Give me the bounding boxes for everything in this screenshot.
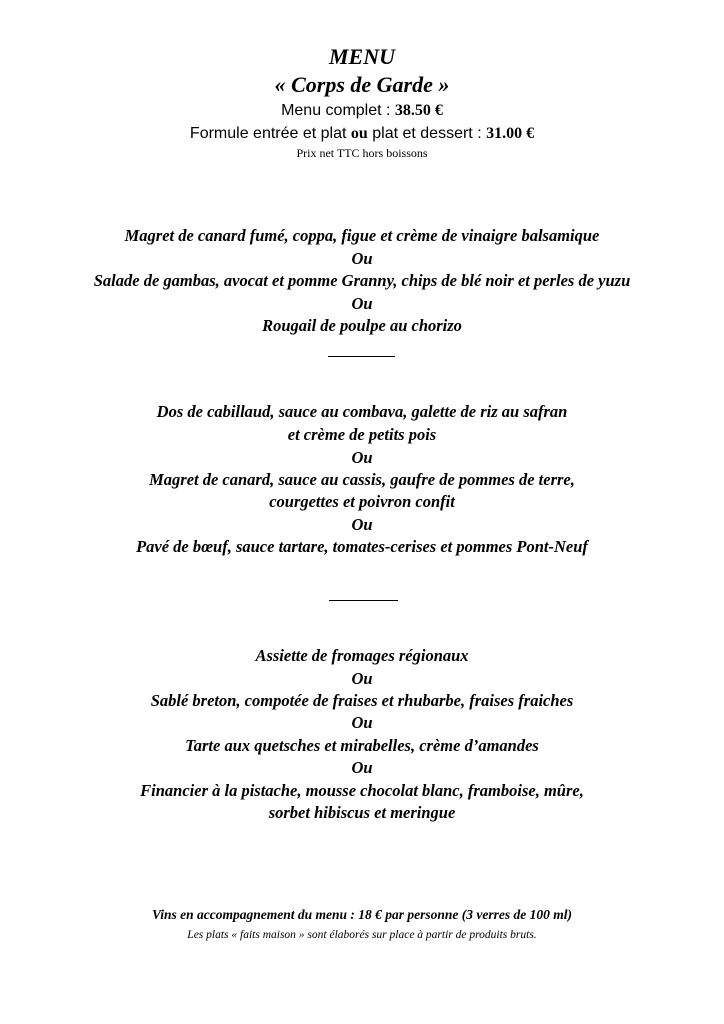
full-menu-price: 38.50 € — [394, 102, 443, 119]
formula-or: ou — [350, 125, 368, 142]
dessert-or: Ou — [351, 713, 373, 732]
dessert-item: Assiette de fromages régionaux — [255, 646, 469, 665]
main-item: Magret de canard, sauce au cassis, gaufre de pommes de terre, — [149, 470, 575, 489]
main-item: et crème de petits pois — [287, 425, 437, 444]
main-item: Dos de cabillaud, sauce au combava, galette de riz au safran — [156, 402, 568, 421]
menu-label: MENU — [328, 44, 395, 69]
dessert-item: Financier à la pistache, mousse chocolat blanc, framboise, mûre, — [140, 781, 584, 800]
main-item: Pavé de bœuf, sauce tartare, tomates-cerises et pommes Pont-Neuf — [136, 537, 588, 556]
main-item: courgettes et poivron confit — [269, 492, 455, 511]
main-or: Ou — [351, 515, 373, 534]
wine-pairing-note: Vins en accompagnement du menu : 18 € par personne (3 verres de 100 ml) — [151, 907, 572, 922]
formula-price-line — [0, 125, 724, 143]
starter-item: Rougail de poulpe au chorizo — [262, 316, 462, 335]
dessert-or: Ou — [351, 758, 373, 777]
menu-name: « Corps de Garde » — [274, 72, 450, 97]
dessert-or: Ou — [351, 669, 373, 688]
homemade-note: Les plats « faits maison » sont élaborés sur place à partir de produits bruts. — [187, 929, 537, 941]
starter-item: Salade de gambas, avocat et pomme Granny, chips de blé noir et perles de yuzu — [93, 271, 631, 290]
dessert-item: Tarte aux quetsches et mirabelles, crème d’amandes — [185, 736, 539, 755]
dessert-item: Sablé breton, compotée de fraises et rhubarbe, fraises fraiches — [150, 691, 574, 710]
main-or: Ou — [351, 448, 373, 467]
full-menu-price-line — [0, 102, 724, 120]
starter-or: Ou — [351, 249, 373, 268]
dessert-item: sorbet hibiscus et meringue — [268, 803, 456, 822]
starter-or: Ou — [351, 294, 373, 313]
formula-part2: plat et dessert : — [367, 125, 487, 142]
section-divider — [329, 600, 398, 601]
formula-part1: Formule entrée et plat — [189, 125, 351, 142]
formula-price: 31.00 € — [486, 125, 535, 142]
starter-item: Magret de canard fumé, coppa, figue et crème de vinaigre balsamique — [124, 226, 600, 245]
price-note: Prix net TTC hors boissons — [296, 146, 428, 160]
section-divider — [328, 356, 395, 357]
full-menu-label: Menu complet : — [281, 102, 395, 119]
